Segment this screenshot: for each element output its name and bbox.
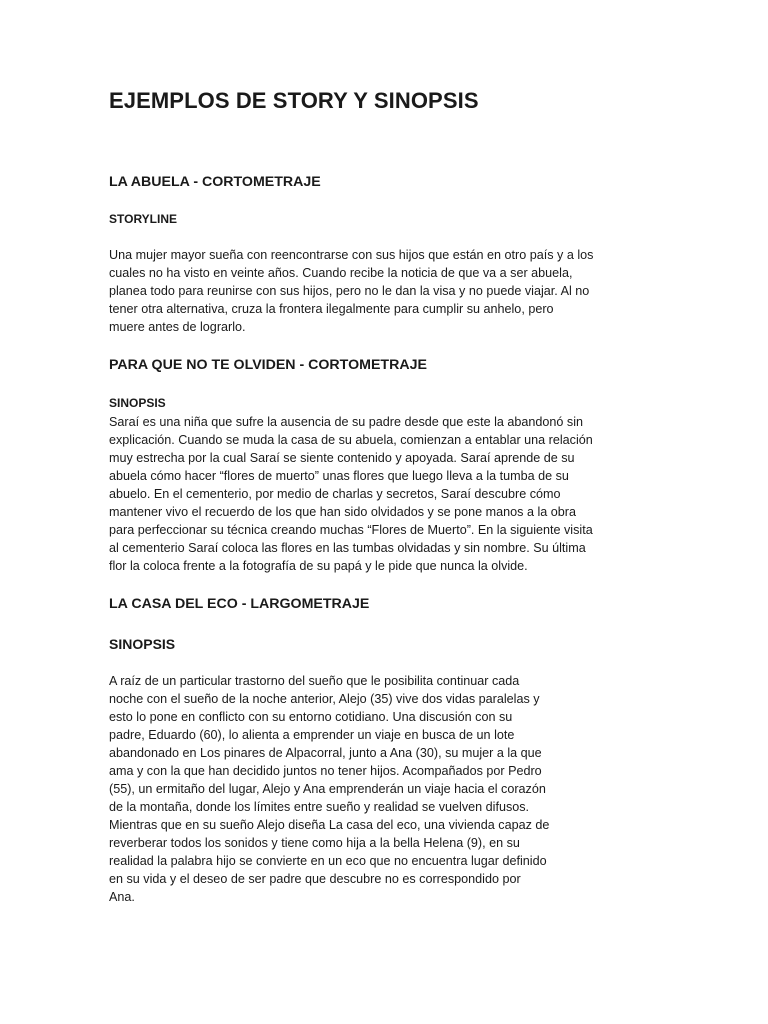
paragraph-line: planea todo para reunirse con sus hijos, pero no le dan la visa y no puede viajar. Al no: [109, 284, 590, 298]
paragraph-line: Mientras que en su sueño Alejo diseña La casa del eco, una vivienda capaz de: [109, 818, 550, 832]
paragraph-line: A raíz de un particular trastorno del sueño que le posibilita continuar cada: [109, 674, 520, 688]
paragraph-line: flor la coloca frente a la fotografía de su papá y le pide que nunca la olvide.: [109, 559, 528, 573]
section-paragraph-la-abuela: [109, 246, 593, 336]
paragraph-line: noche con el sueño de la noche anterior, Alejo (35) vive dos vidas paralelas y: [109, 692, 540, 706]
paragraph-line: Saraí es una niña que sufre la ausencia de su padre desde que este la abandonó sin: [109, 415, 584, 429]
paragraph-line: al cementerio Saraí coloca las flores en las tumbas olvidadas y sin nombre. Su última: [109, 541, 586, 555]
paragraph-line: ama y con la que han decidido juntos no tener hijos. Acompañados por Pedro: [109, 764, 542, 778]
section-label-sinopsis: SINOPSIS: [109, 396, 166, 410]
paragraph-line: abuela cómo hacer “flores de muerto” unas flores que luego lleva a la tumba de su: [109, 469, 569, 483]
paragraph-line: reverberar todos los sonidos y tiene como hija a la bella Helena (9), en su: [109, 836, 520, 850]
paragraph-line: cuales no ha visto en veinte años. Cuando recibe la noticia de que va a ser abuela,: [109, 266, 573, 280]
paragraph-line: de la montaña, donde los límites entre sueño y realidad se vuelven difusos.: [109, 800, 530, 814]
section-paragraph-la-casa-del-eco: [109, 672, 549, 906]
paragraph-line: mantener vivo el recuerdo de los que han sido olvidados y se pone manos a la obra: [109, 505, 576, 519]
section-heading-para-que-no-te-olviden: PARA QUE NO TE OLVIDEN - CORTOMETRAJE: [109, 357, 427, 373]
paragraph-line: esto lo pone en conflicto con su entorno cotidiano. Una discusión con su: [109, 710, 513, 724]
section-label-storyline: STORYLINE: [109, 212, 178, 226]
paragraph-line: abuelo. En el cementerio, por medio de charlas y secretos, Saraí descubre cómo: [109, 487, 561, 501]
section-label-sinopsis: SINOPSIS: [109, 636, 176, 652]
paragraph-line: muy estrecha por la cual Saraí se siente contenido y apoyada. Saraí aprende de su: [109, 451, 575, 465]
paragraph-line: explicación. Cuando se muda la casa de su abuela, comienzan a entablar una relación: [109, 433, 593, 447]
paragraph-line: tener otra alternativa, cruza la frontera ilegalmente para cumplir su anhelo, pero: [109, 302, 554, 316]
paragraph-line: abandonado en Los pinares de Alpacorral, junto a Ana (30), su mujer a la que: [109, 746, 542, 760]
section-heading-la-abuela: LA ABUELA - CORTOMETRAJE: [109, 174, 321, 190]
paragraph-line: muere antes de lograrlo.: [109, 320, 246, 334]
paragraph-line: Una mujer mayor sueña con reencontrarse con sus hijos que están en otro país y a los: [109, 248, 594, 262]
section-heading-la-casa-del-eco: LA CASA DEL ECO - LARGOMETRAJE: [109, 596, 370, 612]
paragraph-line: para perfeccionar su técnica creando muchas “Flores de Muerto”. En la siguiente visita: [109, 523, 593, 537]
paragraph-line: (55), un ermitaño del lugar, Alejo y Ana emprenderán un viaje hacia el corazón: [109, 782, 546, 796]
paragraph-line: padre, Eduardo (60), lo alienta a emprender un viaje en busca de un lote: [109, 728, 515, 742]
document-title: EJEMPLOS DE STORY Y SINOPSIS: [109, 88, 479, 113]
paragraph-line: realidad la palabra hijo se convierte en un eco que no encuentra lugar definido: [109, 854, 547, 868]
paragraph-line: Ana.: [109, 890, 135, 904]
paragraph-line: en su vida y el deseo de ser padre que descubre no es correspondido por: [109, 872, 521, 886]
section-paragraph-para-que-no-te-olviden: [109, 413, 593, 575]
